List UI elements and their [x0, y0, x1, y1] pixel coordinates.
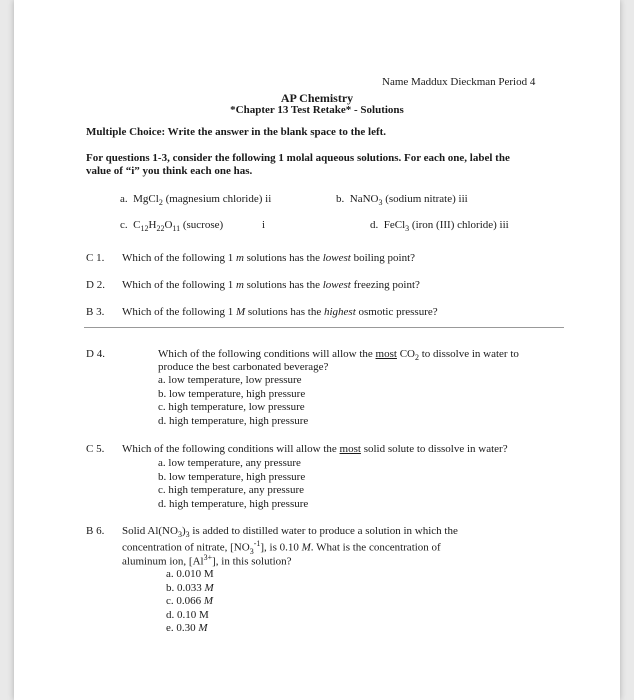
q2-answer: D 2. [86, 279, 105, 291]
solution-b-rest: (sodium nitrate) iii [385, 193, 468, 205]
q3-answer: B 3. [86, 306, 105, 318]
q4-stem-line2: produce the best carbonated beverage? [158, 361, 329, 373]
q6-choice-b-text: b. 0.033 [166, 581, 202, 594]
q5-choice-a: a. low temperature, any pressure [158, 457, 301, 469]
q2-text [122, 279, 420, 291]
q6-choice-d-unit: M [199, 608, 209, 621]
mc-instructions: Multiple Choice: Write the answer in the blank space to the left. [86, 126, 387, 138]
q4-choice-b: b. low temperature, high pressure [158, 387, 306, 400]
q2-emphasis: lowest [322, 279, 351, 291]
solution-a-rest: (magnesium chloride) ii [165, 193, 272, 205]
q4-answer: D 4. [86, 348, 105, 360]
q6-choice-d-text: d. 0.10 [166, 608, 197, 621]
solution-c: c. $C_{12}H_{22}O_{11}$ (sucrose) [120, 219, 224, 234]
q1-unit: m [235, 252, 244, 264]
q6-stem-l2a: concentration of nitrate, [122, 541, 231, 554]
q6-unit: M [301, 541, 311, 554]
q6-stem-l3a: aluminum ion, [122, 555, 189, 568]
q3-text-mid: solutions has the [245, 306, 324, 318]
q1-text-pre: Which of the following 1 [122, 252, 236, 264]
q6-choice-b-unit: M [204, 581, 214, 594]
q6-stem-line2: concentration of nitrate, $[NO_3^{-1}]$, is 0.10 M. What is the concentration of [122, 539, 441, 556]
q5-stem-post: solid solute to dissolve in water? [360, 443, 508, 455]
q5-choice-b: b. low temperature, high pressure [158, 470, 306, 483]
q1-text-mid: solutions has the [243, 252, 323, 264]
q6-stem-l1b: is added to distilled water to produce a solution in which the [189, 525, 458, 537]
q6-choice-a [166, 568, 214, 582]
q6-stem-l2b: , is 0.10 [264, 541, 302, 554]
q1-emphasis: lowest [322, 252, 351, 264]
q5-stem-underline: most [339, 443, 361, 455]
q4-choice-a: a. low temperature, low pressure [158, 374, 302, 386]
q6-stem-l2c: . What is the concentration of [310, 541, 441, 554]
q2-unit: m [235, 279, 244, 291]
solution-letter: b. [336, 193, 345, 205]
q4-stem-line1: Which of the following conditions will allow the most $CO_2$ to dissolve in water to [158, 348, 519, 363]
q4-choice-d: d. high temperature, high pressure [158, 414, 309, 427]
q6-choice-d [166, 609, 214, 623]
q5-answer: C 5. [86, 443, 105, 455]
solution-letter: c. [120, 219, 128, 231]
q6-stem-line3: aluminum ion, $[Al^{3+}]$, in this solution? [122, 553, 292, 568]
q6-choice-c-unit: M [203, 595, 214, 607]
solution-d: d. FeCl$_3$ (iron (III) chloride) iii [370, 219, 509, 234]
solution-d-rest: (iron (III) chloride) iii [411, 219, 509, 231]
q6-stem-line1: Solid $Al(NO_3)_3$ is added to distilled water to produce a solution in which the [122, 525, 458, 540]
student-name-line: Name Maddux Dieckman Period 4 [382, 76, 536, 88]
solution-a: a. MgCl$_2$ (magnesium chloride) ii [120, 193, 272, 208]
q3-emphasis: highest [323, 306, 356, 318]
q6-answer: B 6. [86, 525, 105, 537]
q6-stem-l1a: Solid [122, 525, 148, 537]
q1-text [122, 252, 415, 264]
section-divider [84, 327, 564, 328]
q6-choices [166, 568, 214, 636]
document-page [14, 0, 620, 700]
q4-stem-l1a: Which of the following conditions will allow the [158, 348, 376, 360]
q6-choice-b [166, 582, 214, 596]
q2-text-mid: solutions has the [243, 279, 323, 291]
q3-text [122, 306, 438, 318]
q4-stem-underline: most [375, 348, 397, 360]
questions-1-3-instruction-line1: For questions 1-3, consider the following 1 molal aqueous solutions. For each one, label the [86, 152, 510, 164]
q2-text-pre: Which of the following 1 [122, 279, 236, 291]
q3-text-pre: Which of the following 1 [122, 306, 236, 318]
q4-choices [158, 374, 308, 428]
solution-b: b. NaNO$_3$ (sodium nitrate) iii [336, 193, 468, 208]
q5-stem [122, 443, 508, 455]
q6-choice-c-text: c. 0.066 [166, 595, 202, 607]
q1-text-post: boiling point? [350, 252, 416, 264]
q6-choice-a-unit: M [203, 568, 214, 580]
course-title-text: AP Chemistry [280, 91, 354, 105]
q6-stem-l3b: , in this solution? [215, 555, 292, 568]
solution-letter: a. [120, 193, 128, 205]
q1-answer: C 1. [86, 252, 105, 264]
q6-choice-c [166, 595, 214, 609]
q3-text-post: osmotic pressure? [355, 306, 438, 318]
questions-1-3-instruction-line2: value of “i” you think each one has. [86, 165, 253, 177]
q5-choice-d: d. high temperature, high pressure [158, 497, 309, 510]
q4-choice-c: c. high temperature, low pressure [158, 401, 305, 413]
solution-letter: d. [370, 219, 379, 231]
q2-text-post: freezing point? [350, 279, 420, 291]
q6-choice-e [166, 622, 214, 636]
q6-choice-e-unit: M [198, 622, 208, 634]
q6-choice-e-text: e. 0.30 [166, 622, 196, 634]
solution-c-rest: (sucrose) [182, 219, 224, 231]
solution-c-answer: i [262, 219, 266, 231]
q5-stem-pre: Which of the following conditions will allow the [122, 443, 340, 455]
q5-choices [158, 457, 308, 511]
q3-unit: M [235, 306, 246, 318]
test-title-text: *Chapter 13 Test Retake* - Solutions [230, 104, 404, 116]
q4-stem-l1b: to dissolve in water to [418, 348, 519, 360]
q6-choice-a-text: a. 0.010 [166, 568, 202, 580]
test-title [14, 104, 620, 116]
q5-choice-c: c. high temperature, any pressure [158, 484, 304, 496]
